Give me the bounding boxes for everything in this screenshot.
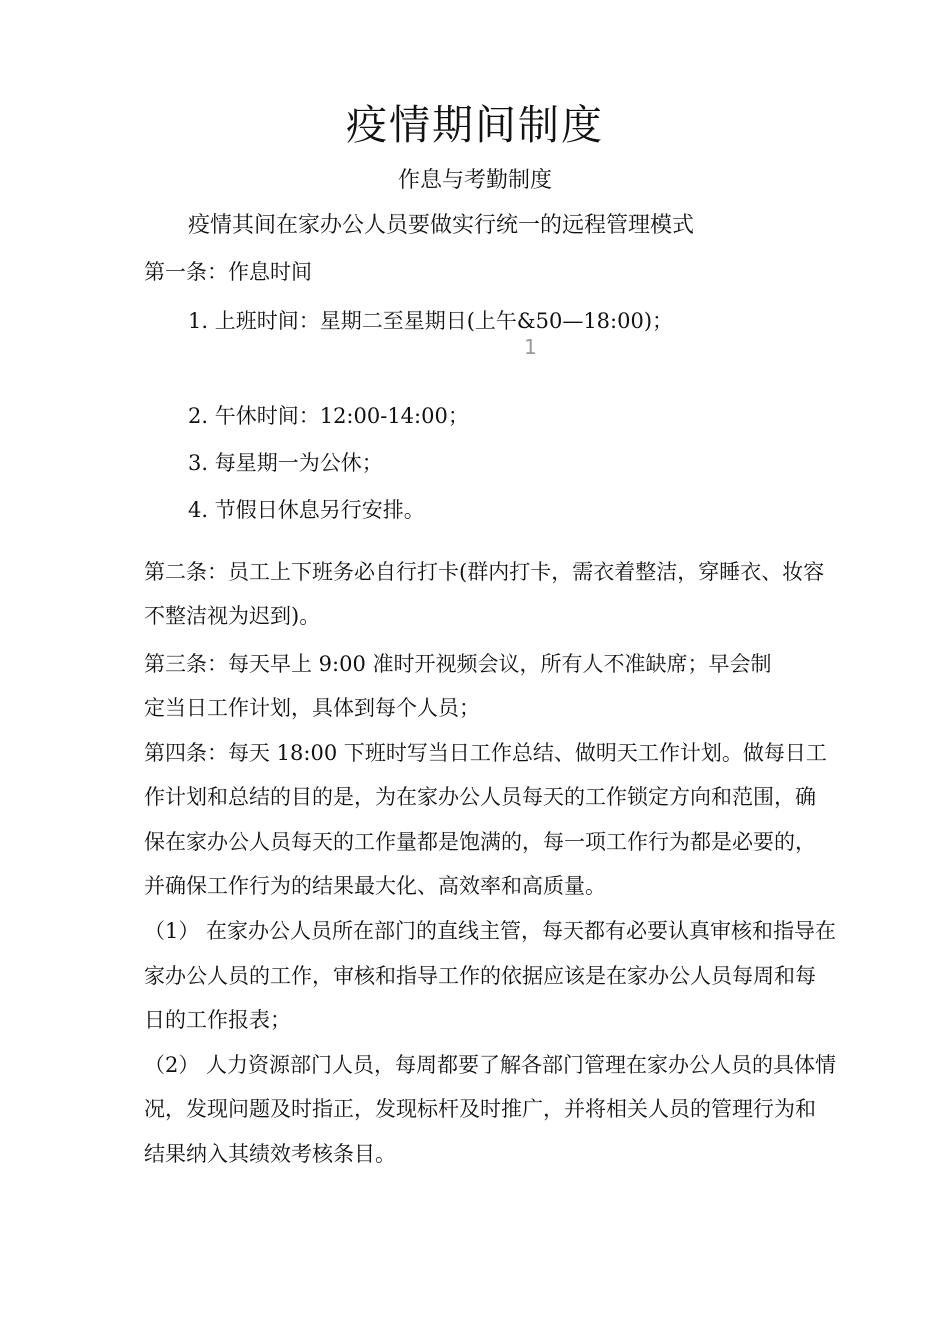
schedule-item-1: 1. 上班时间：星期二至星期日(上午&50—18:00)；	[188, 309, 674, 333]
schedule-item-2: 2. 午休时间：12:00-14:00；	[188, 404, 469, 428]
article-2-line: 第二条：员工上下班务必自行打卡(群内打卡，需衣着整洁，穿睡衣、妆容	[144, 560, 825, 584]
article-4-line: 保在家办公人员每天的工作量都是饱满的，每一项工作行为都是必要的，	[144, 830, 816, 854]
clause-2-line: 结果纳入其绩效考核条目。	[144, 1142, 396, 1166]
article-3-line: 第三条：每天早上 9:00 准时开视频会议，所有人不准缺席；早会制	[144, 652, 772, 676]
article-1-heading: 第一条：作息时间	[144, 260, 312, 284]
article-4-line: 并确保工作行为的结果最大化、高效率和高质量。	[144, 874, 606, 898]
article-3-line: 定当日工作计划，具体到每个人员；	[144, 696, 480, 720]
intro-paragraph: 疫情其间在家办公人员要做实行统一的远程管理模式	[188, 213, 695, 238]
schedule-item-3: 3. 每星期一为公休；	[188, 451, 383, 475]
clause-1-line: 日的工作报表；	[144, 1008, 291, 1032]
article-2-line: 不整洁视为迟到)。	[144, 604, 321, 628]
schedule-item-4: 4. 节假日休息另行安排。	[188, 498, 425, 522]
article-4-line: 作计划和总结的目的是，为在家办公人员每天的工作锁定方向和范围，确	[144, 785, 816, 809]
clause-1-line: （1） 在家办公人员所在部门的直线主管，每天都有必要认真审核和指导在	[144, 919, 837, 943]
document-subtitle: 作息与考勤制度	[397, 168, 552, 193]
clause-2-line: （2） 人力资源部门人员，每周都要了解各部门管理在家办公人员的具体情	[144, 1053, 837, 1077]
article-4-line: 第四条：每天 18:00 下班时写当日工作总结、做明天工作计划。做每日工	[144, 741, 827, 765]
clause-1-line: 家办公人员的工作，审核和指导工作的依据应该是在家办公人员每周和每	[144, 964, 816, 988]
document-title: 疫情期间制度	[346, 101, 604, 149]
clause-2-line: 况，发现问题及时指正，发现标杆及时推广，并将相关人员的管理行为和	[144, 1097, 816, 1121]
page-number: 1	[524, 335, 537, 359]
